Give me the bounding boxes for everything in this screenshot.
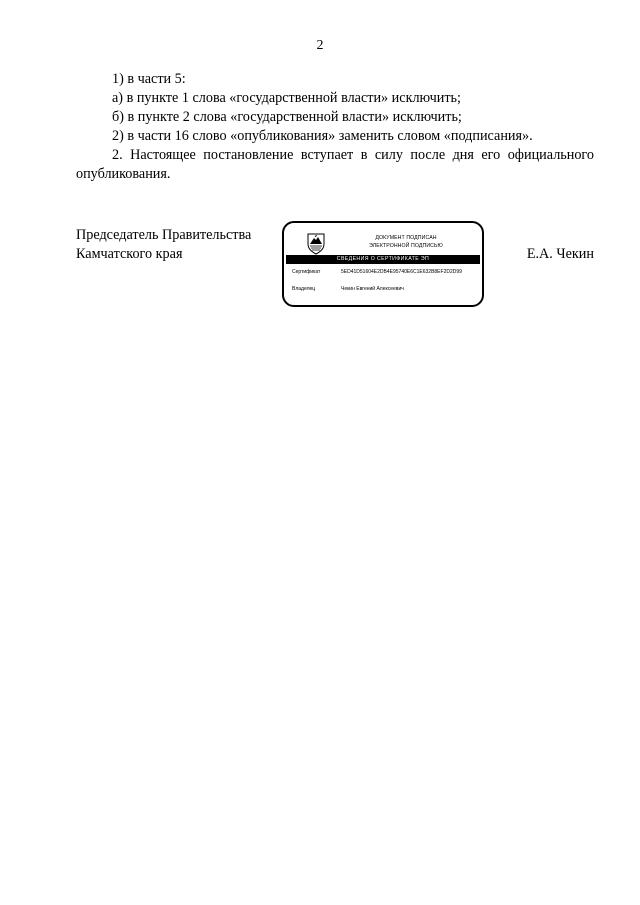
document-body — [76, 70, 594, 184]
signer-position — [76, 226, 251, 264]
signer-position-line1: Председатель Правительства — [76, 227, 252, 243]
certificate-label: Сертификат — [292, 269, 321, 275]
stamp-owner-row — [292, 285, 404, 293]
kamchatka-emblem-icon — [304, 231, 328, 255]
signer-position-line2: Камчатского края — [76, 246, 183, 262]
paragraph-effective-date: 2. Настоящее постановление вступает в силу после дня его официального опубликования. — [76, 147, 594, 182]
paragraph-item-a: а) в пункте 1 слова «государственной власти» исключить; — [112, 90, 461, 106]
owner-value: Чекин Евгений Алексеевич — [341, 286, 404, 292]
stamp-title — [334, 234, 478, 250]
page-number: 2 — [316, 38, 324, 53]
stamp-title-line2: ЭЛЕКТРОННОЙ ПОДПИСЬЮ — [369, 243, 443, 249]
electronic-signature-stamp — [282, 221, 484, 307]
stamp-certificate-header: СВЕДЕНИЯ О СЕРТИФИКАТЕ ЭП — [286, 255, 480, 264]
owner-label: Владелец — [292, 286, 316, 292]
stamp-title-line1: ДОКУМЕНТ ПОДПИСАН — [375, 235, 437, 241]
paragraph-part-5: 1) в части 5: — [112, 71, 186, 87]
signer-name: Е.А. Чекин — [526, 246, 594, 262]
stamp-certificate-row — [292, 268, 462, 276]
certificate-value: 5ED41D51604E2DB4E95740E6C1E632B8EF2D2D99 — [341, 269, 462, 275]
paragraph-item-b: б) в пункте 2 слова «государственной власти» исключить; — [112, 109, 462, 125]
paragraph-part-16: 2) в части 16 слово «опубликования» заменить словом «подписания». — [112, 128, 533, 144]
